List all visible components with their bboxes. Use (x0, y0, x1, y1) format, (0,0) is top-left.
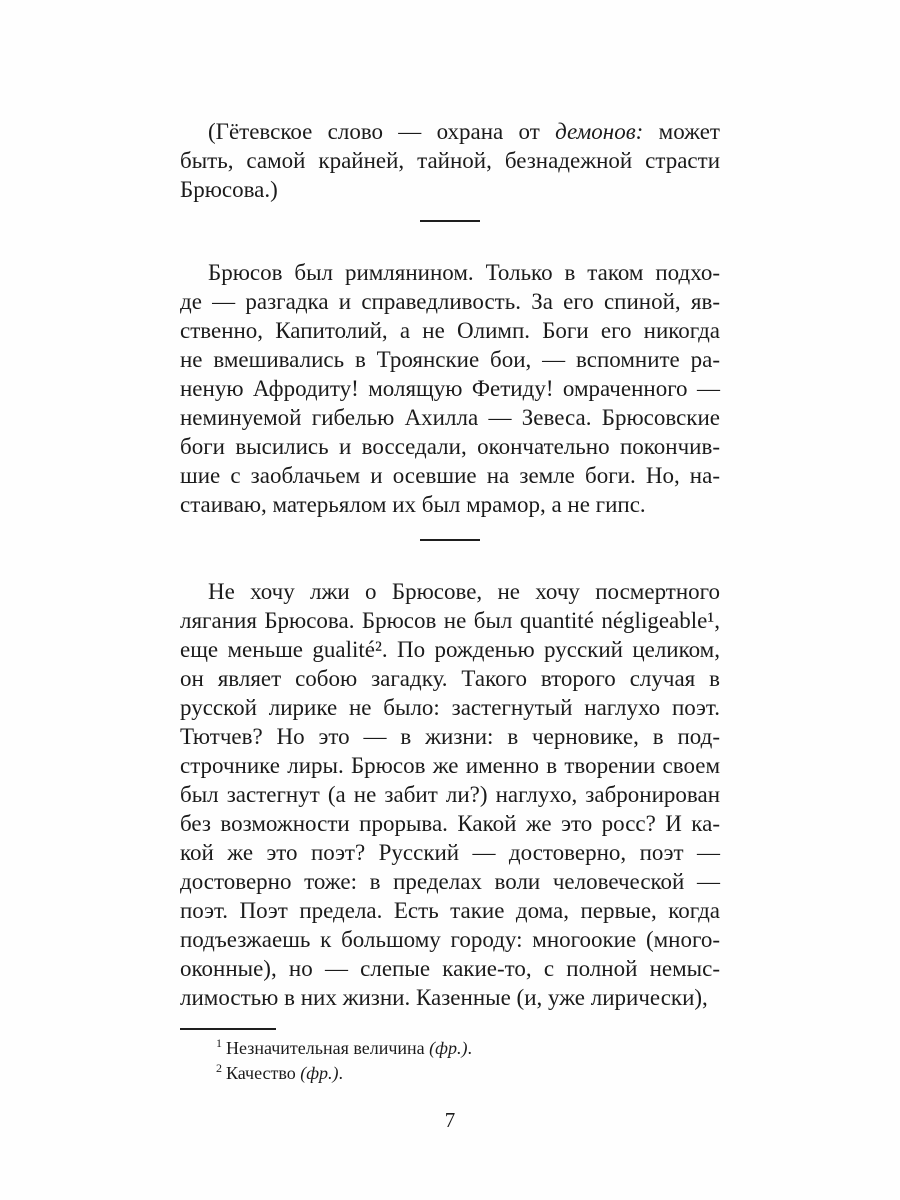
text-line: неминуемой гибелью Ахилла — Зевеса. Брюсовские (180, 405, 720, 430)
footnote-text: Качество (226, 1063, 301, 1083)
text-block (180, 117, 720, 1086)
text-line: без возможности прорыва. Какой же это росс? И ка- (180, 811, 720, 836)
footnote-marker: 1 (216, 1036, 222, 1050)
language-note: (фр.) (300, 1063, 339, 1083)
text-line: лягания Брюсова. Брюсов не был quantité négligeable¹, (180, 608, 720, 633)
paragraph-3 (180, 577, 720, 1012)
footnote-marker: 2 (216, 1061, 222, 1075)
text-line: кой же это поэт? Русский — достоверно, поэт — (180, 840, 720, 865)
language-note: (фр.) (429, 1038, 468, 1058)
footnote-2 (180, 1061, 720, 1086)
section-divider (420, 539, 480, 541)
text-line: не вмешивались в Троянские бои, — вспомните ра- (180, 347, 720, 372)
text-line: Брюсов был римлянином. Только в таком подхо- (208, 260, 720, 285)
text-line: Не хочу лжи о Брюсове, не хочу посмертного (208, 579, 720, 604)
section-divider (420, 220, 480, 222)
footnote-text: Незначительная величина (226, 1038, 430, 1058)
text-line: боги высились и восседали, окончательно покончив- (180, 434, 720, 459)
text-line: строчнике лиры. Брюсов же именно в творении своем (180, 753, 720, 778)
footnote-rule (180, 1028, 276, 1030)
text-line: ственно, Капитолий, а не Олимп. Боги его никогда (180, 318, 720, 343)
paragraph-1 (180, 117, 720, 204)
text-line: Брюсова.) (180, 177, 278, 202)
line-text: (Гётевское слово — охрана от (208, 119, 556, 144)
text-line: оконные), но — слепые какие-то, с полной немыс- (180, 956, 720, 981)
text-line: стаиваю, матерьялом их был мрамор, а не гипс. (180, 492, 646, 517)
text-line: был застегнут (а не забит ли?) наглухо, забронирован (180, 782, 720, 807)
text-line: шие с заоблачьем и осевшие на земле боги. Но, на- (180, 463, 720, 488)
line-text: может (643, 119, 720, 144)
text-line: русской лирике не было: застегнутый наглухо поэт. (180, 695, 720, 720)
paragraph-2 (180, 258, 720, 519)
italic-term: демонов: (555, 119, 644, 144)
text-line: он являет собою загадку. Такого второго случая в (180, 666, 720, 691)
page-number: 7 (444, 1108, 456, 1132)
text-line: Тютчев? Но это — в жизни: в черновике, в под- (180, 724, 720, 749)
text-line: лимостью в них жизни. Казенные (и, уже лирически), (180, 985, 708, 1010)
footnote-period: . (338, 1063, 344, 1083)
text-line: быть, самой крайней, тайной, безнадежной страсти (180, 148, 720, 173)
text-line: де — разгадка и справедливость. За его спиной, яв- (180, 289, 720, 314)
text-line: достоверно тоже: в пределах воли человеческой — (180, 869, 720, 894)
text-line: неную Афродиту! молящую Фетиду! омраченного — (180, 376, 720, 401)
footnote-1 (180, 1036, 720, 1061)
text-line: подъезжаешь к большому городу: многоокие (много- (180, 927, 720, 952)
text-line: еще меньше gualité². По рожденью русский целиком, (180, 637, 720, 662)
text-line: поэт. Поэт предела. Есть такие дома, первые, когда (180, 898, 720, 923)
footnote-period: . (467, 1038, 472, 1058)
footnotes-block (180, 1036, 720, 1086)
text-line (180, 117, 720, 146)
